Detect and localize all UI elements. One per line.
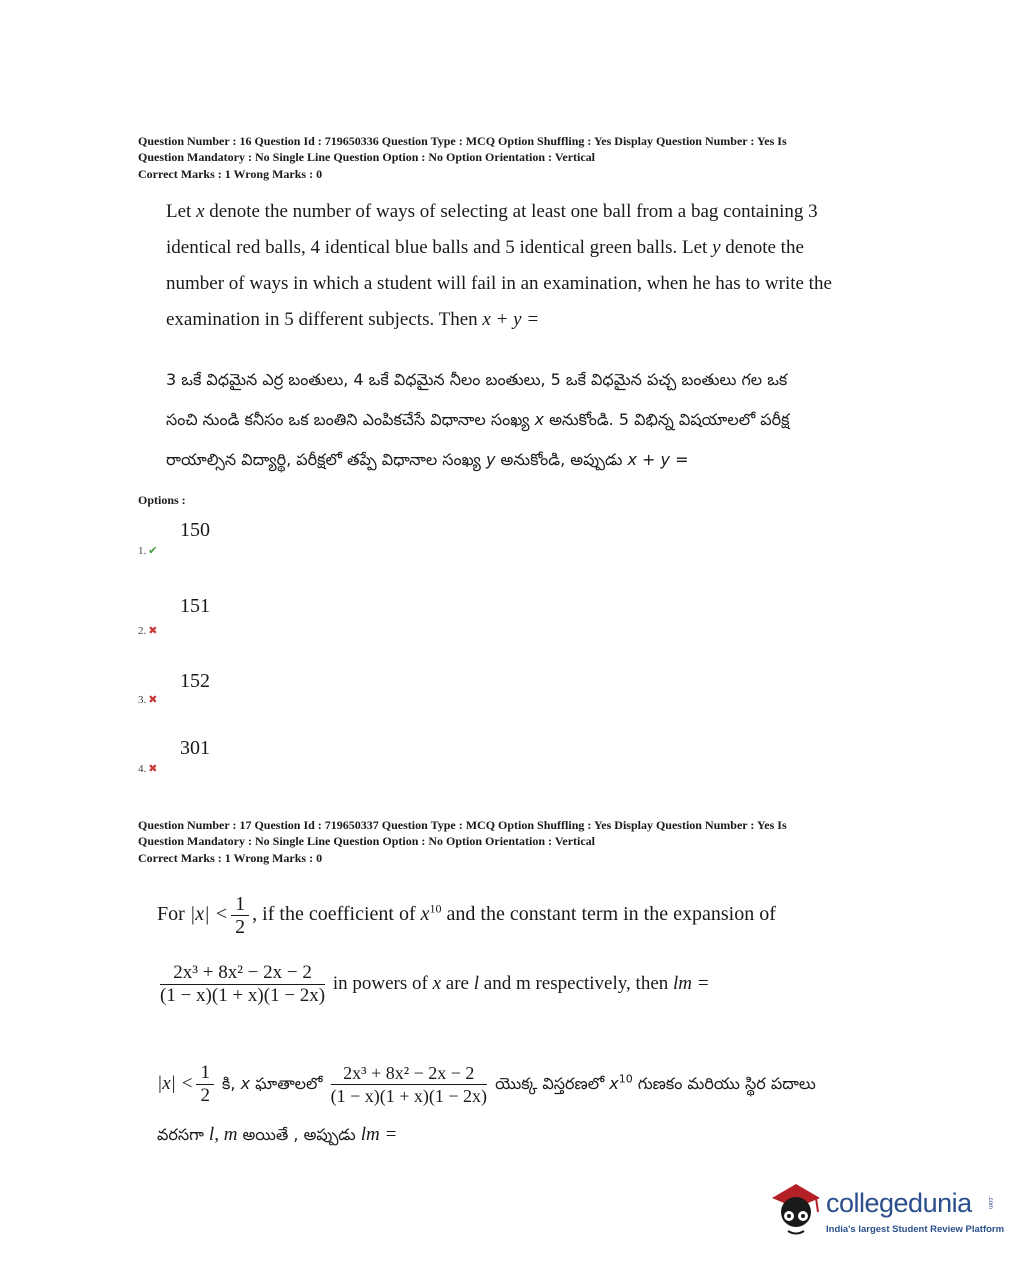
q16-meta-line-3: Correct Marks : 1 Wrong Marks : 0: [138, 167, 323, 181]
collegedunia-logo: [766, 1176, 1006, 1246]
q16-meta-line-2: Question Mandatory : No Single Line Question Option : No Option Orientation : Vertical: [138, 149, 596, 164]
check-icon: ✔: [148, 545, 158, 557]
fraction-one-half: $\frac{1}{2}$: [196, 1062, 214, 1107]
cross-icon: ✖: [148, 625, 158, 637]
brand-domain: .com: [987, 1196, 993, 1210]
option-4-number: 4. ✖: [138, 763, 158, 775]
q17-meta-line-3: Correct Marks : 1 Wrong Marks : 0: [138, 851, 323, 865]
expression-fraction: $\frac{\text{2x³ + 8x² − 2x − 2}}{(1 - x)(1 + x)(1 - 2x)}$: [330, 1063, 488, 1106]
q17-meta-line-1: Question Number : 17 Question Id : 719650337 Question Type : MCQ Option Shuffling : Yes Display Question Number : Yes Is: [138, 818, 787, 832]
option-1-number: 1. ✔: [138, 545, 158, 557]
fraction-one-half: $\frac{1}{2}$: [231, 893, 249, 938]
q16-english-text: Let x denote the number of ways of selecting at least one ball from a bag containing 3 identical red balls, 4 identical blue balls and 5 identical green balls. Let y denote the number of ways in which a student will fail in an examination, when he has to write the examination in 5 different subjects. Then x + y =: [166, 201, 832, 330]
q16-meta-line-1: Question Number : 16 Question Id : 719650336 Question Type : MCQ Option Shuffling : Yes Display Question Number : Yes Is: [138, 134, 787, 148]
q17-english-line-2: $\frac{\text{2x³ + 8x² − 2x − 2}}{(1 - x)(1 + x)(1 - 2x)}$ in powers of x are l and m respectively, then lm =: [160, 962, 710, 1006]
option-4-value: 301: [180, 737, 210, 759]
cross-icon: ✖: [148, 694, 158, 706]
q16-telugu-text: 3 ఒకే విధమైన ఎర్ర బంతులు, 4 ఒకే విధమైన నీలం బంతులు, 5 ఒకే విధమైన పచ్చ బంతులు గల ఒక సంచి నుండి కనీసం ఒక బంతిని ఎంపికచేసే విధానాల సంఖ్య x అనుకోండి. 5 విభిన్న విషయాలలో పరీక్ష రాయాల్సిన విద్యార్థి, పరీక్షలో తప్పే విధానాల సంఖ్య y అనుకోండి, అప్పుడు x + y =: [166, 370, 790, 469]
option-3-number: 3. ✖: [138, 694, 158, 706]
option-2-value: 151: [180, 595, 210, 617]
expression-fraction: $\frac{\text{2x³ + 8x² − 2x − 2}}{(1 - x)(1 + x)(1 - 2x)}$: [160, 962, 326, 1006]
brand-tagline: India's largest Student Review Platform: [826, 1224, 1005, 1235]
q16-meta: [138, 134, 918, 183]
q17-telugu-line-1: |x| < $\frac{1}{2}$ కి, x ఘాతాలలో $\frac{\text{2x³ + 8x² − 2x − 2}}{(1 - x)(1 + x)(1 - 2x)}$ యొక్క విస్తరణలో $x^{10}$ గుణకం మరియు స్థిర పదాలు: [157, 1062, 816, 1106]
q17-telugu-line-2: వరసగా l, m అయితే , అప్పుడు lm =: [157, 1124, 398, 1145]
option-1-value: 150: [180, 519, 210, 541]
option-2-number: 2. ✖: [138, 625, 158, 637]
cross-icon: ✖: [148, 763, 158, 775]
brand-name: collegedunia: [826, 1188, 972, 1218]
option-3-value: 152: [180, 670, 210, 692]
options-label: Options :: [138, 493, 186, 507]
q17-english-line-1: For |x| < $\frac{1}{2}$ , if the coefficient of $x^{10}$ and the constant term in the expansion of: [157, 893, 776, 938]
q17-meta: [138, 818, 918, 867]
q17-meta-line-2: Question Mandatory : No Single Line Question Option : No Option Orientation : Vertical: [138, 833, 596, 848]
mascot-icon: [766, 1176, 824, 1246]
